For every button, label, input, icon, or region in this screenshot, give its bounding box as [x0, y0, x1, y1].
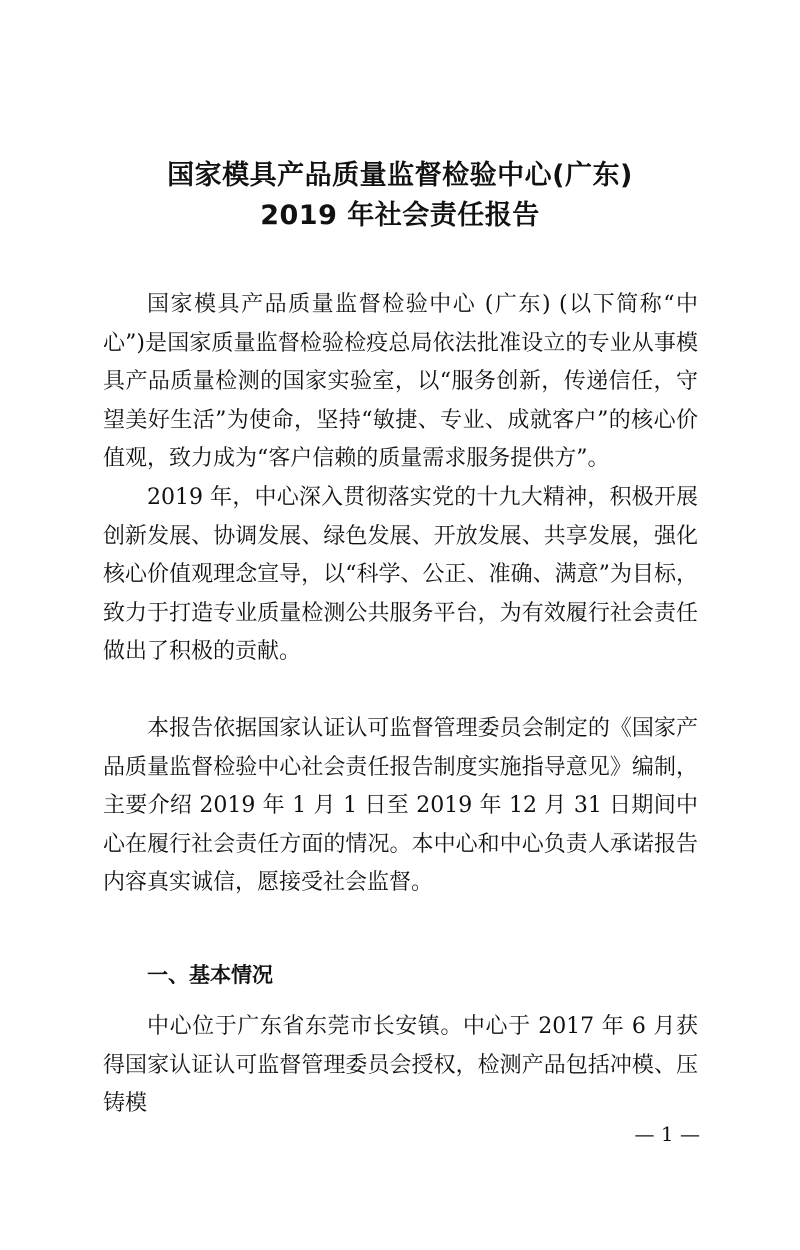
section-heading-basic-info: 一、基本情况	[147, 963, 273, 987]
intro-paragraph: 国家模具产品质量监督检验中心 (广东) (以下简称“中心”)是国家质量监督检验检疫总局依法批准设立的专业从事模具产品质量检测的国家实验室，以“服务创新，传递信任，守望美好生活”为使命，坚持“敏捷、专业、成就客户”的核心价值观，致力成为“客户信赖的质量需求服务提供方”。	[103, 292, 698, 471]
year-summary-paragraph: 2019 年，中心深入贯彻落实党的十九大精神，积极开展创新发展、协调发展、绿色发展、开放发展、共享发展，强化核心价值观理念宣导，以“科学、公正、准确、满意”为目标，致力于打造专业质量检测公共服务平台，为有效履行社会责任做出了积极的贡献。	[103, 485, 698, 664]
basic-info-paragraph: 中心位于广东省东莞市长安镇。中心于 2017 年 6 月获得国家认证认可监督管理委员会授权，检测产品包括冲模、压铸模	[103, 1014, 698, 1116]
page-number: — 1 —	[634, 1122, 700, 1146]
report-title-line1: 国家模具产品质量监督检验中心(广东)	[167, 160, 633, 191]
report-scope-paragraph: 本报告依据国家认证认可监督管理委员会制定的《国家产品质量监督检验中心社会责任报告制度实施指导意见》编制，主要介绍 2019 年 1 月 1 日至 2019 年 12 月 31 日期间中心在履行社会责任方面的情况。本中心和中心负责人承诺报告内容真实诚信，愿接受社会监督。	[103, 716, 698, 895]
report-title-line2: 2019 年社会责任报告	[260, 200, 540, 231]
